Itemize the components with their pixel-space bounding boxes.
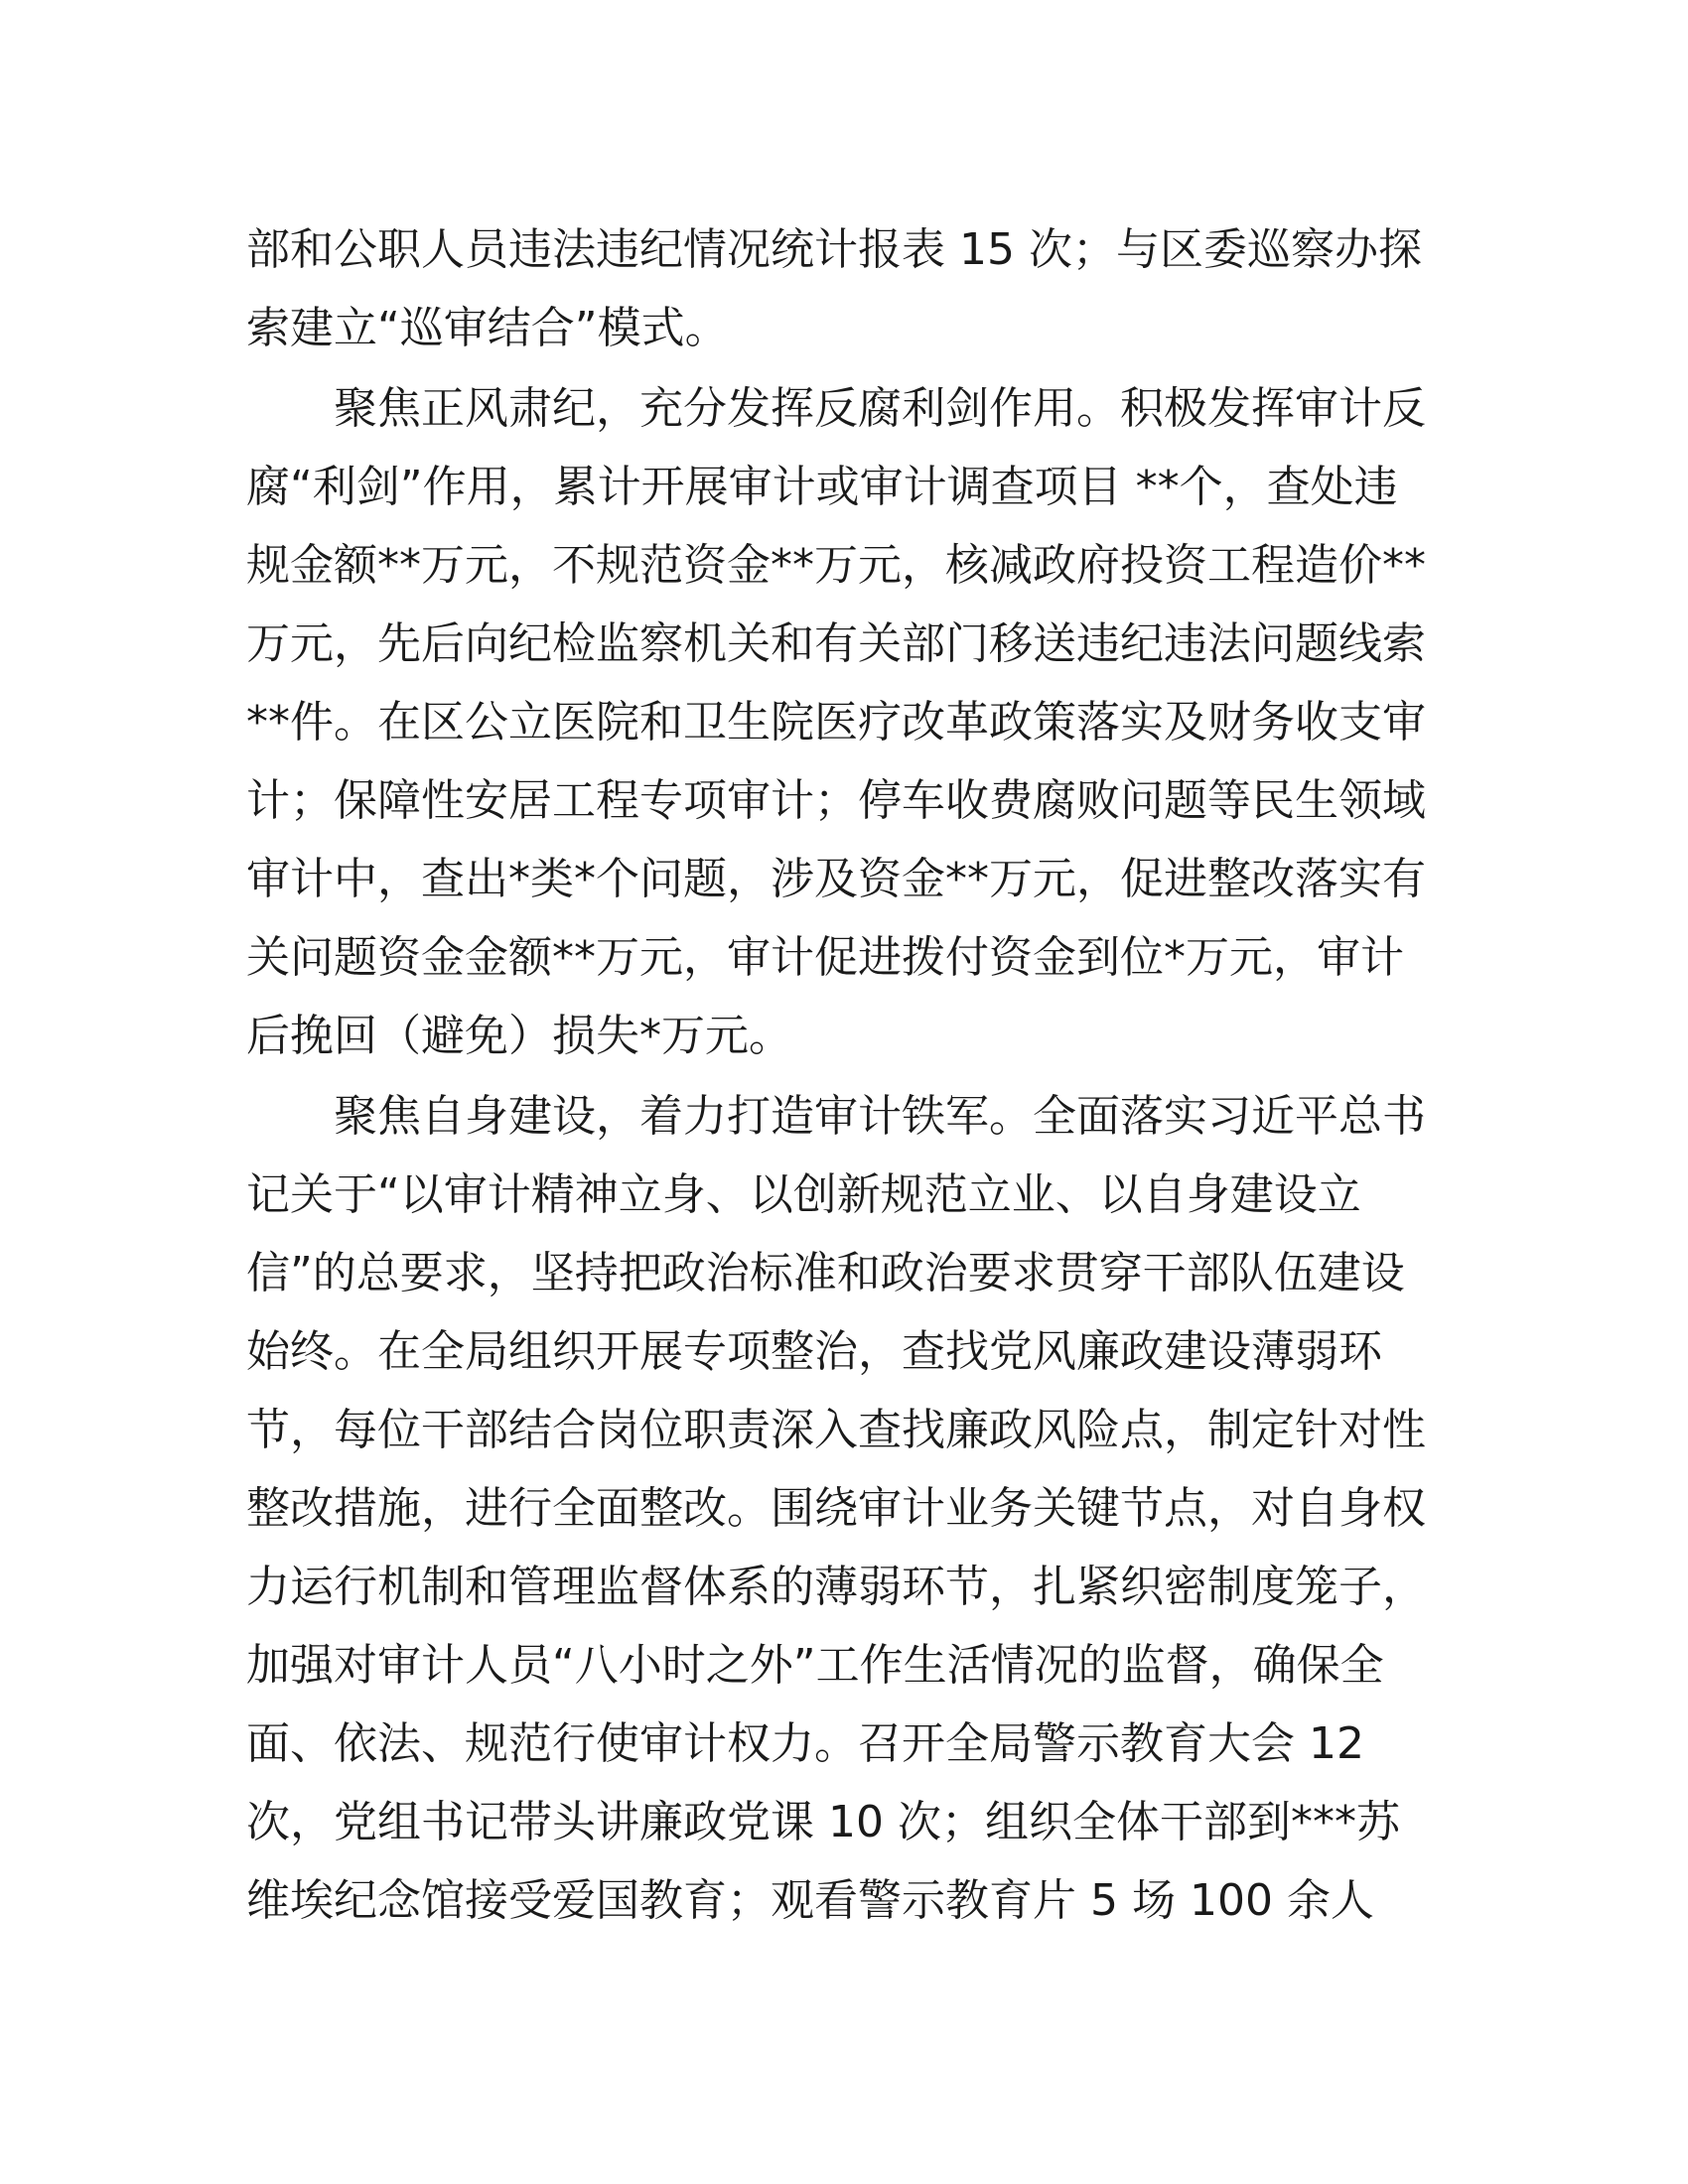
text-line: 始终。在全局组织开展专项整治，查找党风廉政建设薄弱环 — [246, 1326, 1382, 1377]
text-line: 力运行机制和管理监督体系的薄弱环节，扎紧织密制度笼子， — [246, 1562, 1426, 1612]
text-line: 信”的总要求，坚持把政治标准和政治要求贯穿干部队伍建设 — [246, 1248, 1405, 1298]
paragraph-1 — [246, 210, 1438, 367]
text-line: 审计中，查出*类*个问题，涉及资金**万元，促进整改落实有 — [246, 854, 1426, 904]
text-line: 后挽回（避免）损失*万元。 — [246, 1011, 792, 1061]
text-line: **件。在区公立医院和卫生院医疗改革政策落实及财务收支审 — [246, 697, 1426, 748]
body-text — [246, 210, 1438, 1940]
text-line: 聚焦正风肃纪，充分发挥反腐利剑作用。积极发挥审计反 — [334, 383, 1426, 434]
text-line: 加强对审计人员“八小时之外”工作生活情况的监督，确保全 — [246, 1640, 1384, 1691]
text-line: 维埃纪念馆接受爱国教育；观看警示教育片 5 场 100 余人 — [246, 1875, 1374, 1926]
text-line: 规金额**万元，不规范资金**万元，核减政府投资工程造价** — [246, 540, 1426, 591]
text-line: 聚焦自身建设，着力打造审计铁军。全面落实习近平总书 — [334, 1091, 1426, 1142]
text-line: 计；保障性安居工程专项审计；停车收费腐败问题等民生领域 — [246, 775, 1426, 826]
text-line: 记关于“以审计精神立身、以创新规范立业、以自身建设立 — [246, 1169, 1361, 1220]
text-line: 部和公职人员违法违纪情况统计报表 15 次；与区委巡察办探 — [246, 224, 1422, 275]
text-line: 节，每位干部结合岗位职责深入查找廉政风险点，制定针对性 — [246, 1405, 1426, 1455]
paragraph-3 — [246, 1077, 1438, 1940]
text-line: 整改措施，进行全面整改。围绕审计业务关键节点，对自身权 — [246, 1483, 1426, 1534]
text-line: 次，党组书记带头讲廉政党课 10 次；组织全体干部到***苏 — [246, 1797, 1400, 1847]
text-line: 万元，先后向纪检监察机关和有关部门移送违纪违法问题线索 — [246, 618, 1426, 669]
text-line: 腐“利剑”作用，累计开展审计或审计调查项目 **个，查处违 — [246, 462, 1398, 512]
text-line: 索建立“巡审结合”模式。 — [246, 303, 729, 353]
text-line: 面、依法、规范行使审计权力。召开全局警示教育大会 12 — [246, 1718, 1364, 1769]
text-line: 关问题资金金额**万元，审计促进拨付资金到位*万元，审计 — [246, 932, 1404, 983]
paragraph-2 — [246, 369, 1438, 1075]
